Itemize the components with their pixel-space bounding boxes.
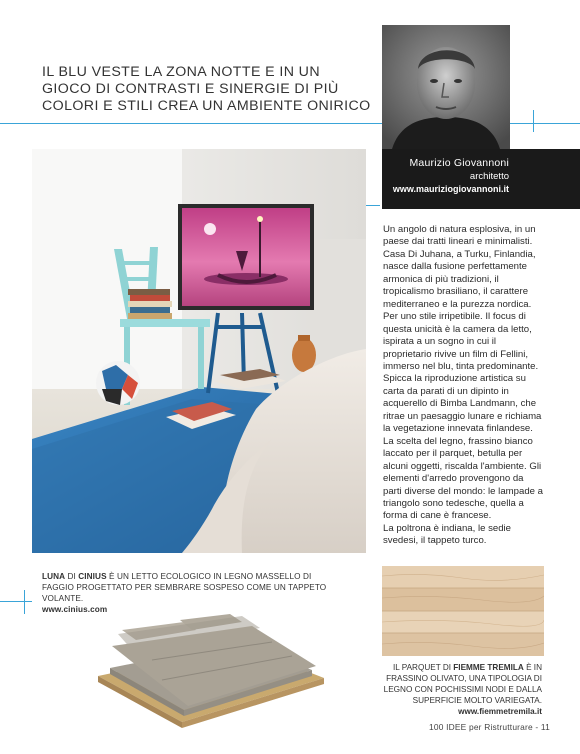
architect-portrait [382,25,510,149]
article-paragraph: La scelta del legno, frassino bianco laccato per il parquet, betulla per alcuni oggetti, riscalda l'ambiente. Gli elementi d'arredo provengono da parti diverse del mondo: le lampade a triangolo sono tedesche, quella a forma di cane è francese. [383,435,543,522]
caption-text: È UN LETTO ECOLOGICO IN LEGNO MASSELLO DI FAGGIO PROGETTATO PER SEMBRARE SOSPESO COME UN TAPPETO VOLANTE. [42,572,327,603]
photo-rule-right [366,205,380,206]
caption-website-link[interactable]: www.fiemmetremila.it [458,707,542,716]
caption-prefix: IL PARQUET DI [392,663,454,672]
bio-rule [510,123,580,124]
caption-brand-name: CINIUS [78,572,107,581]
caption-connector: DI [65,572,79,581]
architect-website[interactable]: www.mauriziogiovannoni.it [392,184,509,194]
architect-role: architetto [469,171,509,182]
article-body [383,224,543,548]
headline-rule [0,123,382,124]
parquet-sample-photo [382,566,544,656]
caption-website-link[interactable]: www.cinius.com [42,605,108,614]
luna-bed-photo [92,606,326,728]
article-paragraph: Un angolo di natura esplosiva, in un paese dai tratti lineari e minimalisti. Casa Di Juhana, a Turku, Finlandia, nasce dalla fusione perfettamente armonica di più tradizioni, il tropicalismo brasiliano, il carattere mediterraneo e la purezza nordica. Per uno stile irripetibile. Il focus di questa unicità è la camera da letto, ispirata a un sogno in cui il proprietario rivive un film di Fellini, immerso nel blu, tinta predominante. Spicca la riproduzione artistica su carta da parati di un dipinto in acquerello di Bimba Landmann, che ritrae un paesaggio lunare e richiama la vegetazione innevata finlandese. [383,224,542,435]
architect-name: Maurizio Giovannoni [409,157,509,169]
caption-text: È IN FRASSINO OLIVATO, UNA TIPOLOGIA DI LEGNO CON POCHISSIMI NODI E DALLA SUPERFICIE MOLTO VARIEGATA. [383,663,542,705]
caption-product-name: LUNA [42,572,66,581]
caption-brand-name: FIEMME TREMILA [453,663,524,672]
caption-parquet [380,662,542,717]
article-paragraph: La poltrona è indiana, le sedie svedesi, il tappeto turco. [383,522,512,547]
bedroom-photo [32,149,366,553]
architect-bio-box [382,149,580,209]
corner-mark-bottom-left [24,590,25,614]
page-headline: IL BLU VESTE LA ZONA NOTTE E IN UN GIOCO DI CONTRASTI E SINERGIE DI PIÙ COLORI E STILI CREA UN AMBIENTE ONIRICO [42,64,371,114]
page-footer: 100 IDEE per Ristrutturare - 11 [428,722,550,732]
caption-rule-left [0,601,32,602]
corner-mark-top-right [533,110,534,132]
